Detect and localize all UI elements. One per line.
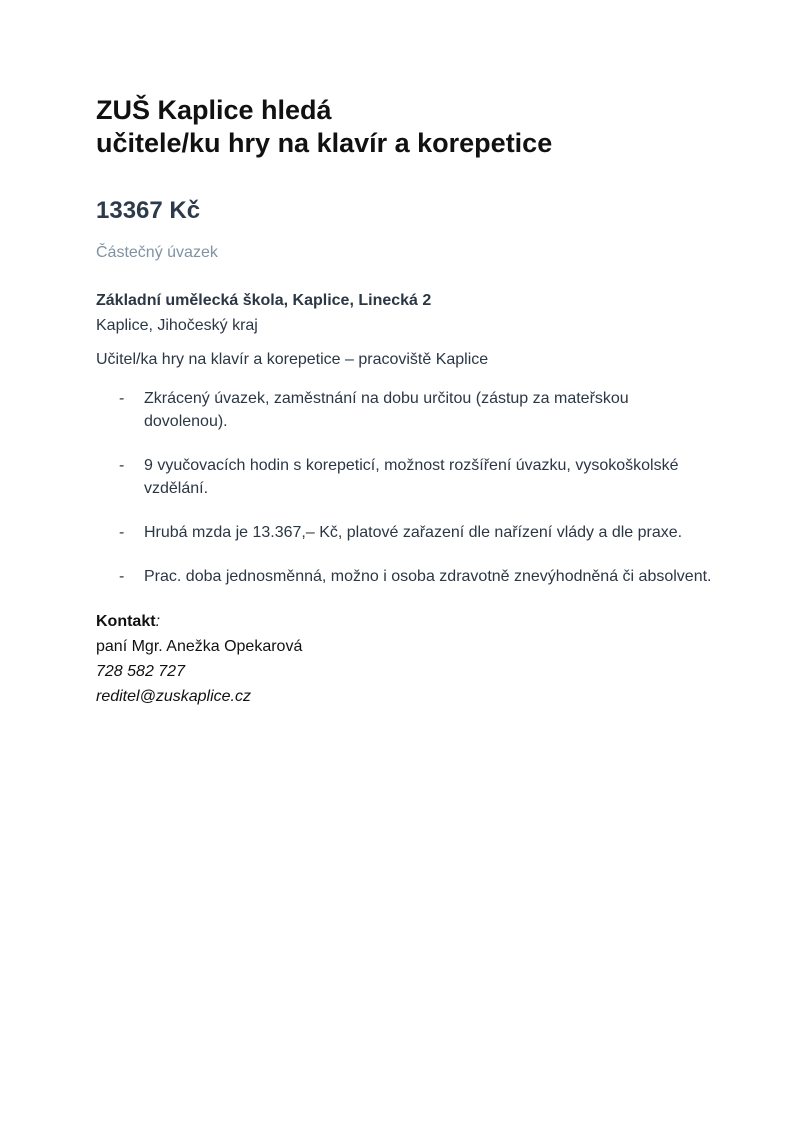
list-dash: - <box>119 524 125 541</box>
position-intro: Učitel/ka hry na klavír a korepetice – pracoviště Kaplice <box>96 351 489 368</box>
list-item-text: 9 vyučovacích hodin s korepeticí, možnost rozšíření úvazku, vysokoškolské vzdělání. <box>144 457 679 497</box>
list-item-text: Prac. doba jednosměnná, možno i osoba zdravotně znevýhodněná či absolvent. <box>144 568 712 585</box>
contact-email[interactable]: reditel@zuskaplice.cz <box>96 688 251 705</box>
title-line-2: učitele/ku hry na klavír a korepetice <box>96 128 553 158</box>
list-item-text: Hrubá mzda je 13.367,– Kč, platové zařazení dle nařízení vlády a dle praxe. <box>144 524 683 541</box>
list-item <box>96 387 716 433</box>
work-type: Částečný úvazek <box>96 244 218 261</box>
contact-label: Kontakt <box>96 613 156 630</box>
list-dash: - <box>119 568 125 585</box>
job-details-list <box>96 387 716 588</box>
salary: 13367 Kč <box>96 197 201 224</box>
list-item <box>96 565 716 588</box>
list-item-text: Zkrácený úvazek, zaměstnání na dobu určitou (zástup za mateřskou dovolenou). <box>144 390 629 430</box>
job-posting <box>96 94 716 709</box>
list-dash: - <box>119 457 125 474</box>
contact-name: paní Mgr. Anežka Opekarová <box>96 638 303 655</box>
contact-heading <box>96 609 716 634</box>
employer-name: Základní umělecká škola, Kaplice, Linecká 2 <box>96 292 432 309</box>
list-item <box>96 521 716 544</box>
page-title <box>96 94 716 160</box>
job-location: Kaplice, Jihočeský kraj <box>96 317 258 334</box>
contact-colon: : <box>155 613 161 630</box>
contact-phone[interactable]: 728 582 727 <box>96 663 185 680</box>
contact-block <box>96 609 716 709</box>
list-dash: - <box>119 390 125 407</box>
list-item <box>96 454 716 500</box>
title-line-1: ZUŠ Kaplice hledá <box>96 95 332 125</box>
